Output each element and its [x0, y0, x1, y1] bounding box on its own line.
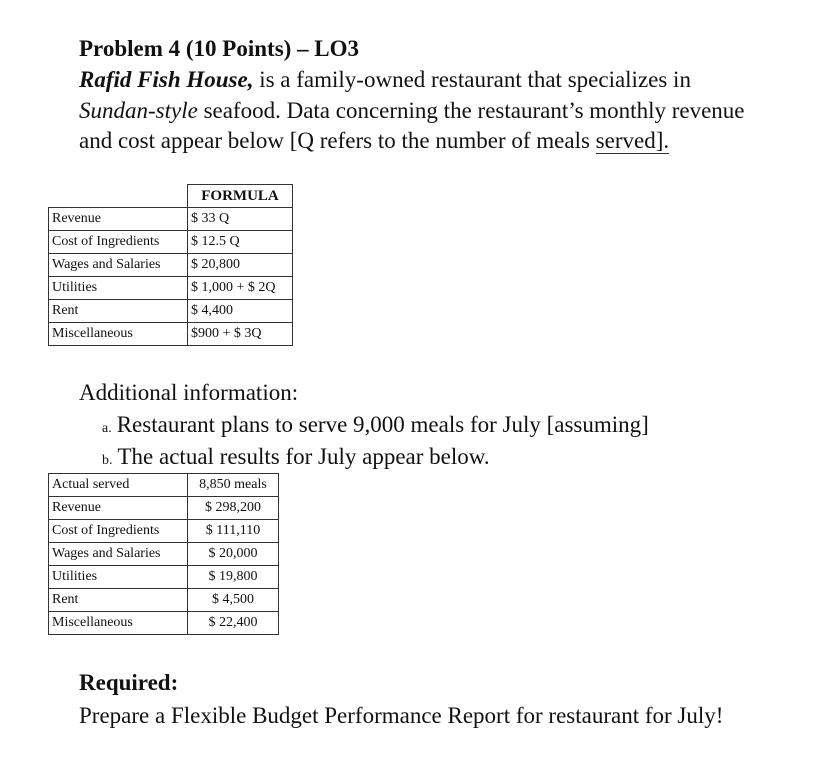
formula-row	[49, 300, 293, 323]
actual-row-value: $ 111,110	[188, 520, 279, 543]
actual-row	[49, 497, 279, 520]
formula-row-value: $ 33 Q	[188, 208, 293, 231]
list-marker: b.	[102, 453, 113, 468]
formula-row	[49, 323, 293, 346]
formula-header-blank	[49, 185, 188, 208]
formula-row-label: Wages and Salaries	[49, 254, 188, 277]
actual-row	[49, 543, 279, 566]
actual-row-value: $ 20,000	[188, 543, 279, 566]
formula-row	[49, 231, 293, 254]
actual-row	[49, 612, 279, 635]
formula-row	[49, 277, 293, 300]
intro-text-end: served].	[595, 128, 670, 153]
actual-row	[49, 474, 279, 497]
actual-row-label: Miscellaneous	[49, 612, 188, 635]
formula-row-value: $ 4,400	[188, 300, 293, 323]
actual-row	[49, 520, 279, 543]
cuisine-style: Sundan-style	[79, 97, 198, 123]
formula-row	[49, 254, 293, 277]
actual-row-label: Cost of Ingredients	[49, 520, 188, 543]
formula-row-label: Miscellaneous	[49, 323, 188, 346]
formula-row-value: $900 + $ 3Q	[188, 323, 293, 346]
actual-row-label: Utilities	[49, 566, 188, 589]
formula-row-label: Cost of Ingredients	[49, 231, 188, 254]
actual-row-value: $ 4,500	[188, 589, 279, 612]
required-heading: Required:	[79, 670, 179, 695]
actual-row	[49, 589, 279, 612]
actual-row	[49, 566, 279, 589]
business-name: Rafid Fish House,	[79, 67, 254, 92]
additional-item-text: Restaurant plans to serve 9,000 meals for July [assuming]	[116, 412, 649, 437]
actual-row-value: $ 19,800	[188, 566, 279, 589]
formula-row-label: Utilities	[49, 277, 188, 300]
formula-row-value: $ 1,000 + $ 2Q	[188, 277, 293, 300]
actual-row-label: Rent	[49, 589, 188, 612]
formula-row-value: $ 20,800	[188, 254, 293, 277]
formula-table	[48, 184, 293, 346]
formula-row-label: Rent	[49, 300, 188, 323]
problem-intro	[79, 65, 769, 157]
formula-row	[49, 208, 293, 231]
formula-header-row	[49, 185, 293, 208]
actual-results-table	[48, 473, 279, 635]
actual-row-label: Wages and Salaries	[49, 543, 188, 566]
additional-item	[102, 444, 490, 470]
actual-row-value: $ 298,200	[188, 497, 279, 520]
problem-title: Problem 4 (10 Points) – LO3	[79, 36, 360, 61]
additional-item	[102, 412, 649, 438]
actual-row-label: Actual served	[49, 474, 188, 497]
intro-text-1: is a family-owned restaurant that specializes in	[259, 67, 691, 92]
formula-row-value: $ 12.5 Q	[188, 231, 293, 254]
list-marker: a.	[102, 421, 112, 436]
required-text: Prepare a Flexible Budget Performance Report for restaurant for July!	[79, 703, 724, 728]
additional-item-text: The actual results for July appear below.	[117, 444, 490, 469]
actual-row-value: $ 22,400	[188, 612, 279, 635]
intro-text-2: seafood. Data concerning the restaurant’s monthly revenue and cost appear below [Q refers to the number of meals	[79, 97, 745, 153]
formula-row-label: Revenue	[49, 208, 188, 231]
actual-row-label: Revenue	[49, 497, 188, 520]
additional-info-heading: Additional information:	[79, 380, 299, 405]
formula-header: FORMULA	[188, 185, 293, 208]
actual-row-value: 8,850 meals	[188, 474, 279, 497]
